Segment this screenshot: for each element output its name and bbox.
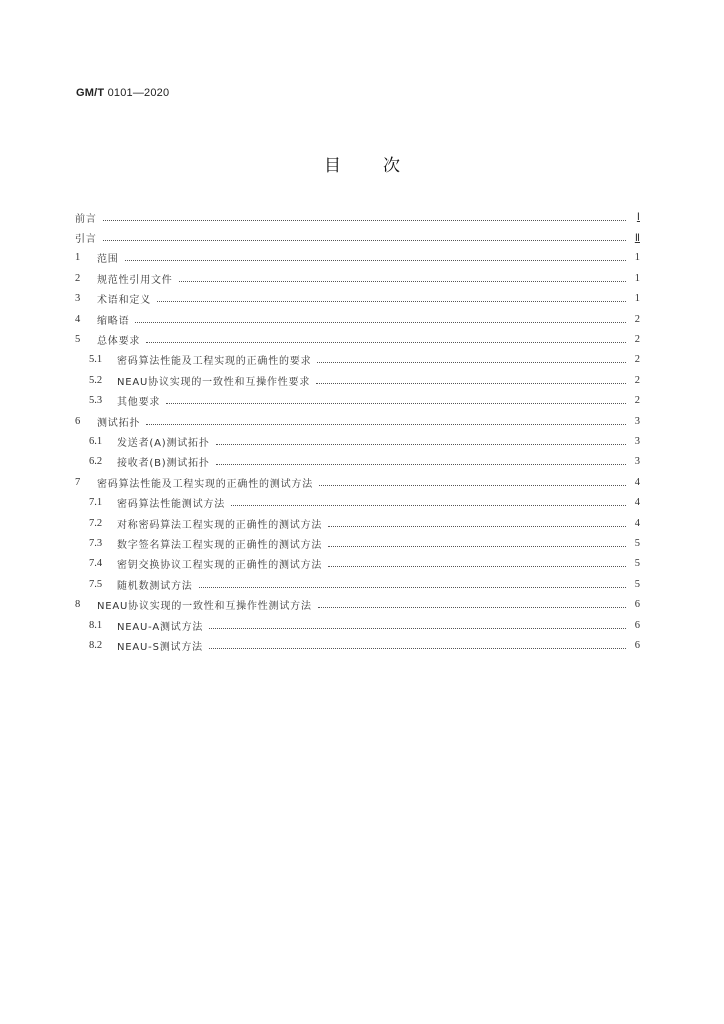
toc-entry-number: 7.1 [89, 497, 103, 509]
toc-entry[interactable] [75, 513, 640, 533]
toc-entry[interactable] [75, 268, 640, 288]
standard-code: GM/T [76, 87, 105, 99]
toc-entry[interactable] [75, 248, 640, 268]
toc-entry[interactable] [75, 615, 640, 635]
toc-entry-title: 随机数测试方法 [117, 580, 193, 592]
toc-entry-title: 密码算法性能测试方法 [117, 499, 225, 511]
toc-entry[interactable] [75, 492, 640, 512]
toc-leader-dots [316, 383, 626, 384]
toc-entry-title: NEAU-S测试方法 [117, 641, 203, 653]
toc-entry-number: 5.2 [89, 374, 103, 386]
toc-entry[interactable] [75, 554, 640, 574]
toc-entry[interactable] [75, 574, 640, 594]
toc-leader-dots [103, 220, 626, 221]
toc-entry-number: 1 [75, 252, 81, 264]
toc-entry-title: 术语和定义 [97, 295, 151, 307]
toc-entry[interactable] [75, 350, 640, 370]
toc-entry-page: 5 [634, 578, 640, 590]
toc-entry-number: 8 [75, 599, 81, 611]
toc-entry-page: 1 [634, 252, 640, 264]
toc-entry-page: 4 [634, 476, 640, 488]
toc-entry-number: 8.2 [89, 639, 103, 651]
toc-leader-dots [166, 403, 626, 404]
toc-entry-page: 6 [634, 599, 640, 611]
toc-leader-dots [319, 485, 626, 486]
toc-entry-title: NEAU-A测试方法 [117, 621, 204, 633]
toc-entry-number: 6.1 [89, 435, 103, 447]
toc-entry-page: 6 [634, 619, 640, 631]
toc-leader-dots [209, 628, 626, 629]
toc-leader-dots [328, 546, 626, 547]
toc-entry[interactable] [75, 533, 640, 553]
toc-entry-page: 3 [634, 456, 640, 468]
toc-leader-dots [179, 281, 626, 282]
toc-entry[interactable] [75, 391, 640, 411]
toc-entry-title: NEAU协议实现的一致性和互操作性测试方法 [97, 601, 312, 613]
toc-entry-number: 5.1 [89, 354, 103, 366]
toc-entry-title: 范围 [97, 254, 119, 266]
toc-leader-dots [146, 424, 626, 425]
toc-entry-title: 引言 [75, 234, 97, 246]
toc-entry-title: 测试拓扑 [97, 417, 141, 429]
toc-entry-number: 7 [75, 476, 81, 488]
toc-entry-page: 2 [634, 374, 640, 386]
toc-entry-number: 4 [75, 313, 81, 325]
toc-entry-page: 1 [634, 272, 640, 284]
toc-entry-title: 数字签名算法工程实现的正确性的测试方法 [117, 539, 323, 551]
toc-entry-number: 6.2 [89, 456, 103, 468]
toc-leader-dots [125, 260, 626, 261]
toc-entry-number: 3 [75, 293, 81, 305]
toc-entry-page: 4 [634, 517, 640, 529]
toc-entry-page: 2 [634, 395, 640, 407]
toc-entry[interactable] [75, 227, 640, 247]
toc-entry-number: 5 [75, 334, 81, 346]
toc-leader-dots [216, 464, 626, 465]
page-title [0, 151, 724, 176]
toc-entry-title: 总体要求 [97, 336, 141, 348]
toc-entry-title: 缩略语 [97, 315, 130, 327]
toc-entry-title: 接收者(B)测试拓扑 [117, 458, 210, 470]
toc-entry[interactable] [75, 289, 640, 309]
toc-leader-dots [318, 607, 626, 608]
toc-entry-page: 2 [634, 334, 640, 346]
toc-entry-page: Ⅰ [636, 212, 640, 224]
toc-entry[interactable] [75, 411, 640, 431]
toc-entry-page: 4 [634, 497, 640, 509]
toc-entry-page: 5 [634, 537, 640, 549]
title-char-2: 次 [383, 156, 400, 176]
toc-leader-dots [328, 566, 626, 567]
toc-entry-number: 7.3 [89, 537, 103, 549]
toc-entry-title: 密码算法性能及工程实现的正确性的要求 [117, 356, 312, 368]
standard-code-header [76, 87, 169, 99]
toc-entry-page: 3 [634, 415, 640, 427]
toc-entry-page: Ⅱ [634, 232, 640, 244]
toc-entry-number: 7.4 [89, 558, 103, 570]
toc-leader-dots [317, 362, 626, 363]
toc-entry-title: 密钥交换协议工程实现的正确性的测试方法 [117, 560, 323, 572]
toc-entry-number: 8.1 [89, 619, 103, 631]
toc-entry-page: 3 [634, 435, 640, 447]
toc-entry[interactable] [75, 207, 640, 227]
toc-leader-dots [216, 444, 626, 445]
toc-entry[interactable] [75, 594, 640, 614]
toc-entry[interactable] [75, 635, 640, 655]
toc-entry-title: 规范性引用文件 [97, 274, 173, 286]
toc-leader-dots [157, 301, 626, 302]
toc-leader-dots [231, 505, 626, 506]
toc-leader-dots [209, 648, 626, 649]
title-char-1: 目 [324, 156, 341, 176]
toc-entry-title: 前言 [75, 213, 97, 225]
toc-entry-page: 5 [634, 558, 640, 570]
toc-entry-page: 2 [634, 354, 640, 366]
table-of-contents [75, 207, 640, 656]
toc-entry-page: 2 [634, 313, 640, 325]
toc-entry-number: 5.3 [89, 395, 103, 407]
toc-entry-title: NEAU协议实现的一致性和互操作性要求 [117, 376, 311, 388]
toc-entry[interactable] [75, 329, 640, 349]
toc-entry[interactable] [75, 370, 640, 390]
toc-entry-page: 1 [634, 293, 640, 305]
toc-entry-title: 对称密码算法工程实现的正确性的测试方法 [117, 519, 323, 531]
toc-entry-title: 密码算法性能及工程实现的正确性的测试方法 [97, 478, 313, 490]
toc-leader-dots [135, 322, 626, 323]
toc-entry[interactable] [75, 472, 640, 492]
toc-leader-dots [146, 342, 626, 343]
toc-entry[interactable] [75, 431, 640, 451]
toc-entry-number: 7.2 [89, 517, 103, 529]
toc-entry[interactable] [75, 452, 640, 472]
toc-leader-dots [199, 587, 626, 588]
toc-entry-title: 发送者(A)测试拓扑 [117, 437, 210, 449]
toc-entry-page: 6 [634, 639, 640, 651]
toc-entry-number: 7.5 [89, 578, 103, 590]
toc-entry[interactable] [75, 309, 640, 329]
toc-entry-title: 其他要求 [117, 397, 161, 409]
standard-number: 0101—2020 [107, 87, 170, 99]
toc-leader-dots [103, 240, 626, 241]
toc-entry-number: 6 [75, 415, 81, 427]
toc-leader-dots [328, 526, 626, 527]
toc-entry-number: 2 [75, 272, 81, 284]
